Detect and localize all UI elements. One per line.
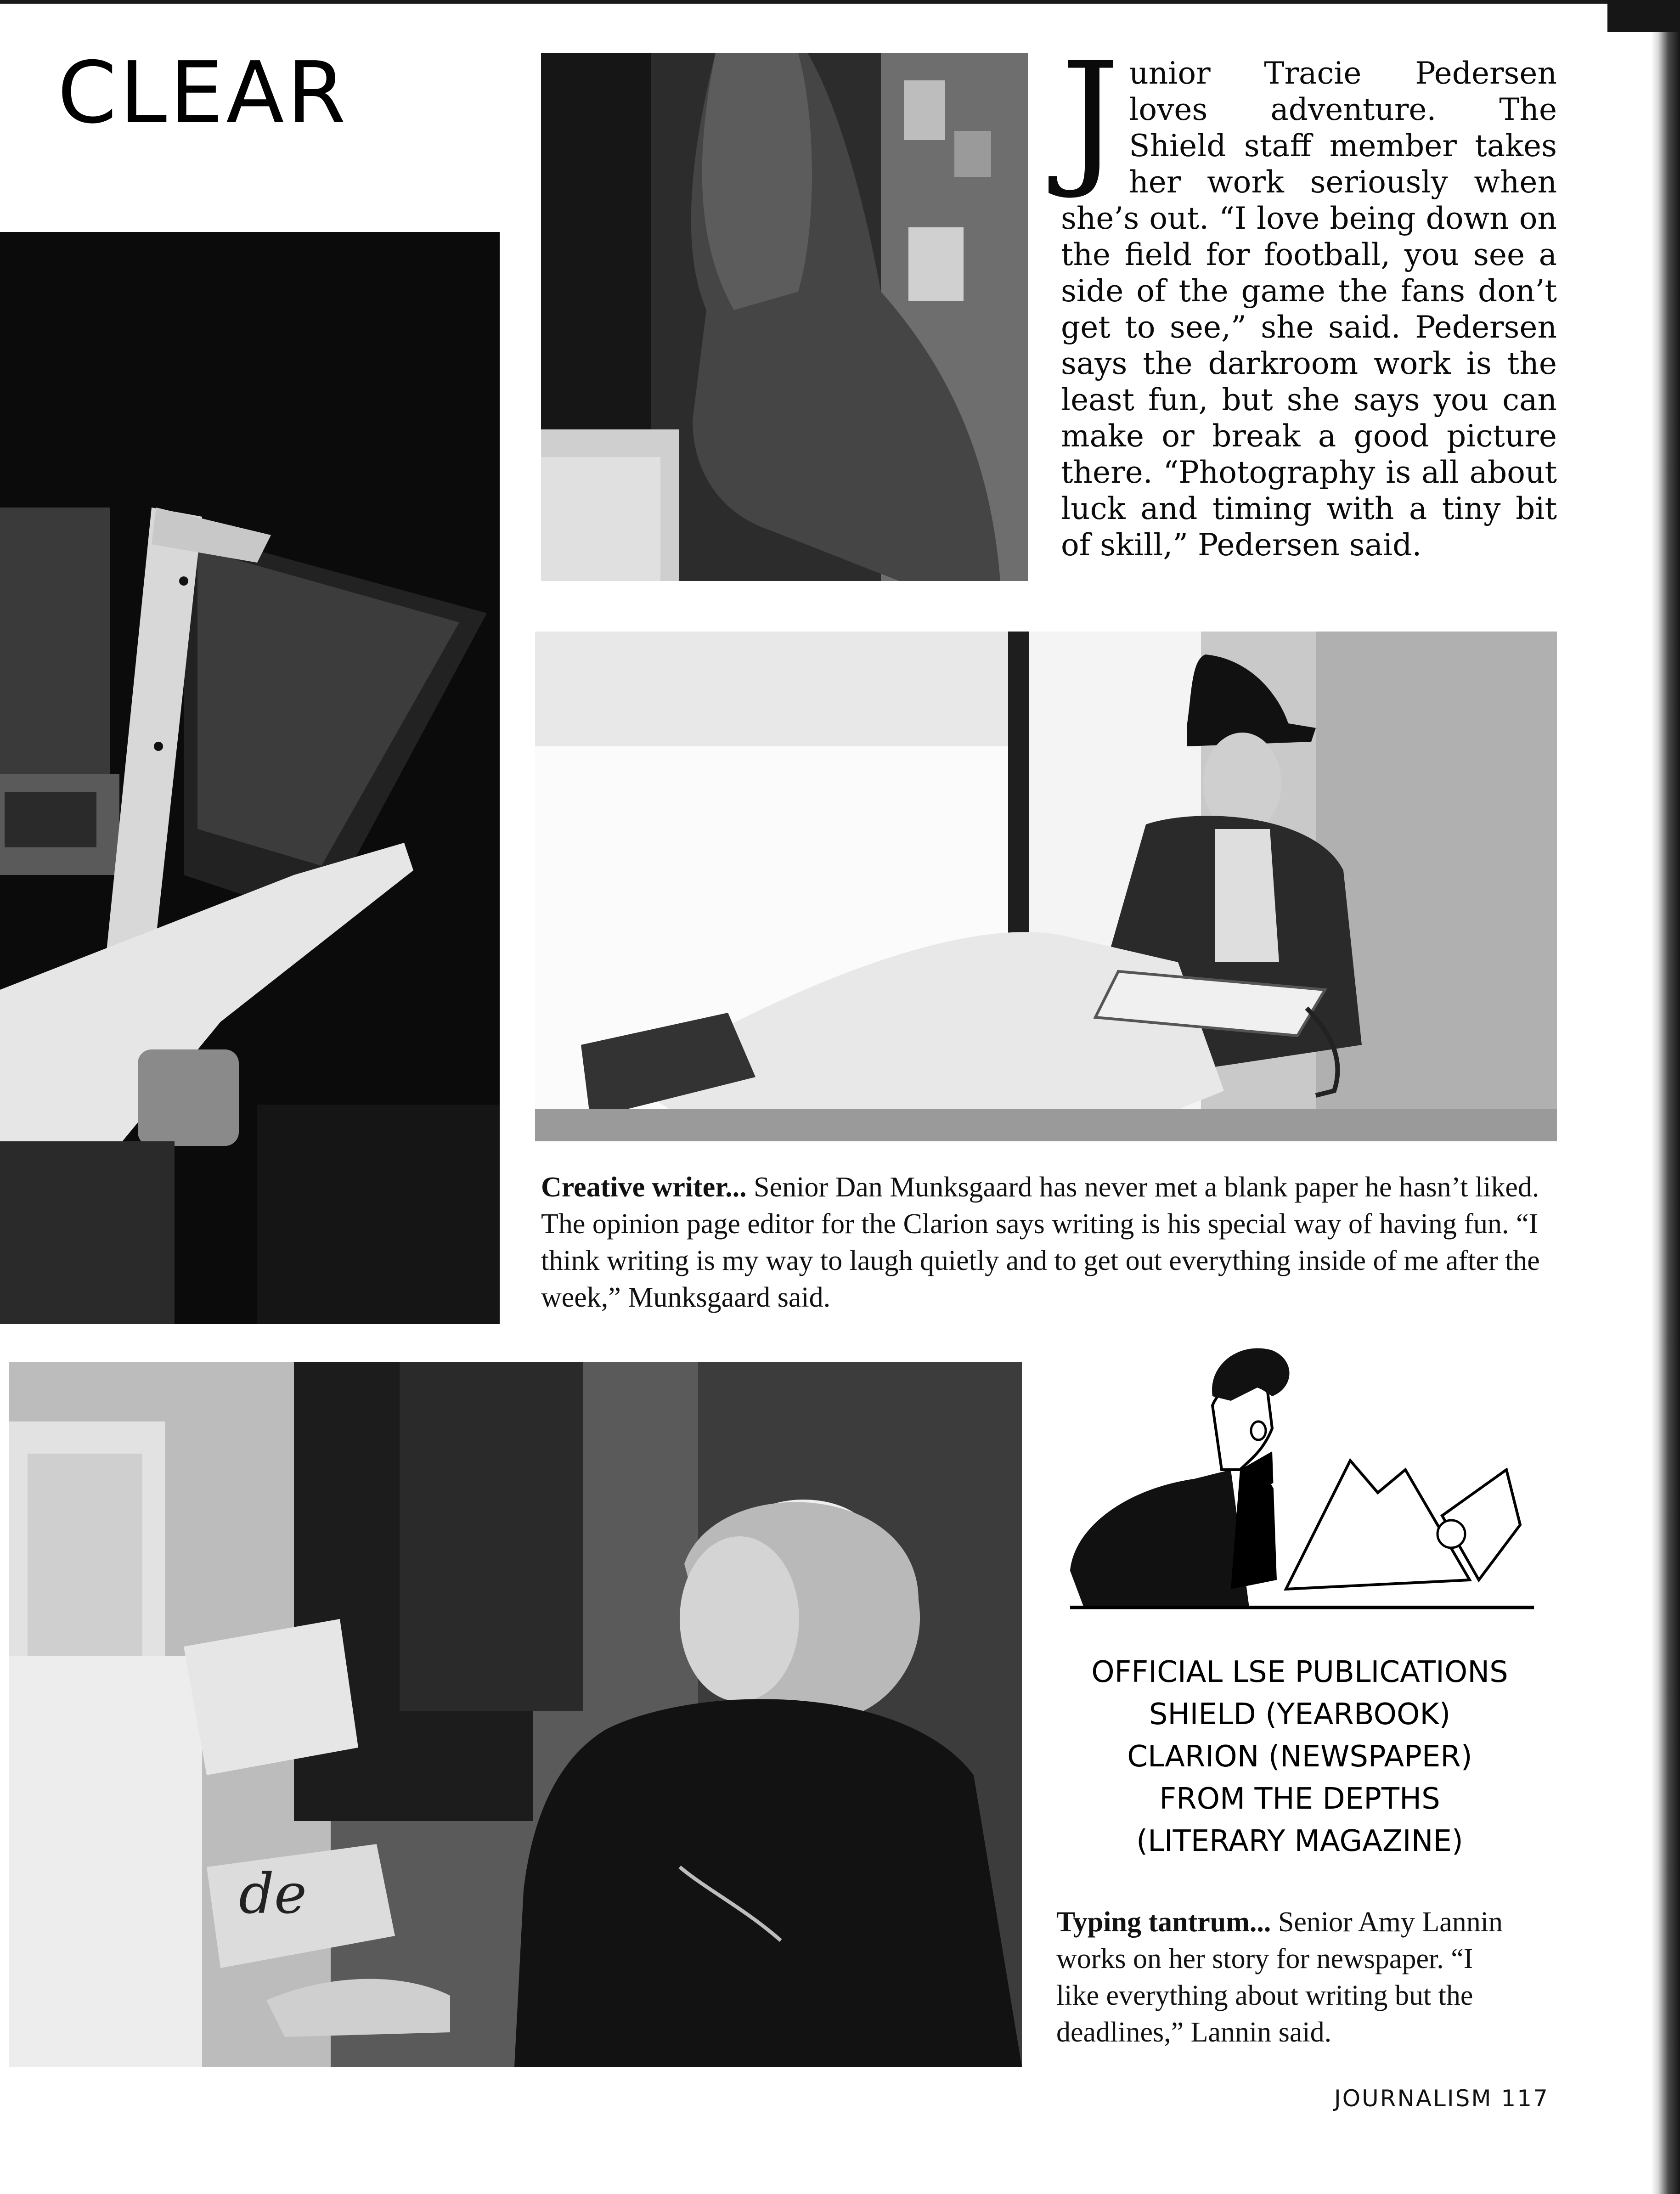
photo-amy-lannin — [9, 1362, 1022, 2067]
page-folio: JOURNALISM 117 — [1334, 2085, 1549, 2112]
story-pedersen — [1061, 31, 1557, 563]
page-binding-edge — [1651, 0, 1680, 2194]
publication-magazine-name: FROM THE DEPTHS — [1159, 1782, 1440, 1816]
publication-newspaper: CLARION (NEWSPAPER) — [1127, 1740, 1472, 1774]
publications-title: OFFICIAL LSE PUBLICATIONS — [1091, 1655, 1508, 1689]
caption-lead: Typing tantrum... — [1056, 1906, 1271, 1938]
publication-magazine-type: (LITERARY MAGAZINE) — [1136, 1824, 1463, 1858]
photo-tracie-pedersen — [541, 53, 1028, 581]
monitor-handwriting: de — [239, 1862, 307, 1926]
top-frame-line — [0, 0, 1680, 4]
story-text: unior Tracie Pedersen loves adventure. The Shield staff member takes her work seriously when she’s out. “I love being down on the field for football, you see a side of the game the fans don’t get to see,” she said. Pedersen says the darkroom work is the least fun, but she says you can make or break a good picture there. “Photography is all about luck and timing with a tiny bit of skill,” Pedersen said. — [1061, 56, 1557, 563]
caption-creative-writer — [541, 1169, 1551, 1316]
drop-cap: J — [1061, 31, 1120, 202]
photo-dan-munksgaard — [535, 632, 1557, 1141]
caption-typing-tantrum — [1056, 1904, 1520, 2051]
caption-text: Senior Dan Munksgaard has never met a blank paper he hasn’t liked. The opinion page editor for the Clarion says writing is his special way of having fun. “I think writing is my way to laugh quietly and to get out everything inside of me after the week,” Munksgaard said. — [541, 1172, 1540, 1313]
caption-text: Senior Amy Lannin works on her story for newspaper. “I like everything about writing but the deadlines,” Lannin said. — [1056, 1906, 1503, 2048]
photo-darkroom-enlarger — [0, 232, 500, 1324]
caption-lead: Creative writer... — [541, 1172, 747, 1203]
cartoon-reader-illustration — [1056, 1332, 1562, 1626]
publications-list — [1043, 1651, 1557, 1862]
page-headline: CLEAR — [57, 43, 349, 142]
publication-yearbook: SHIELD (YEARBOOK) — [1149, 1698, 1451, 1732]
page-corner-shadow — [1607, 0, 1680, 32]
